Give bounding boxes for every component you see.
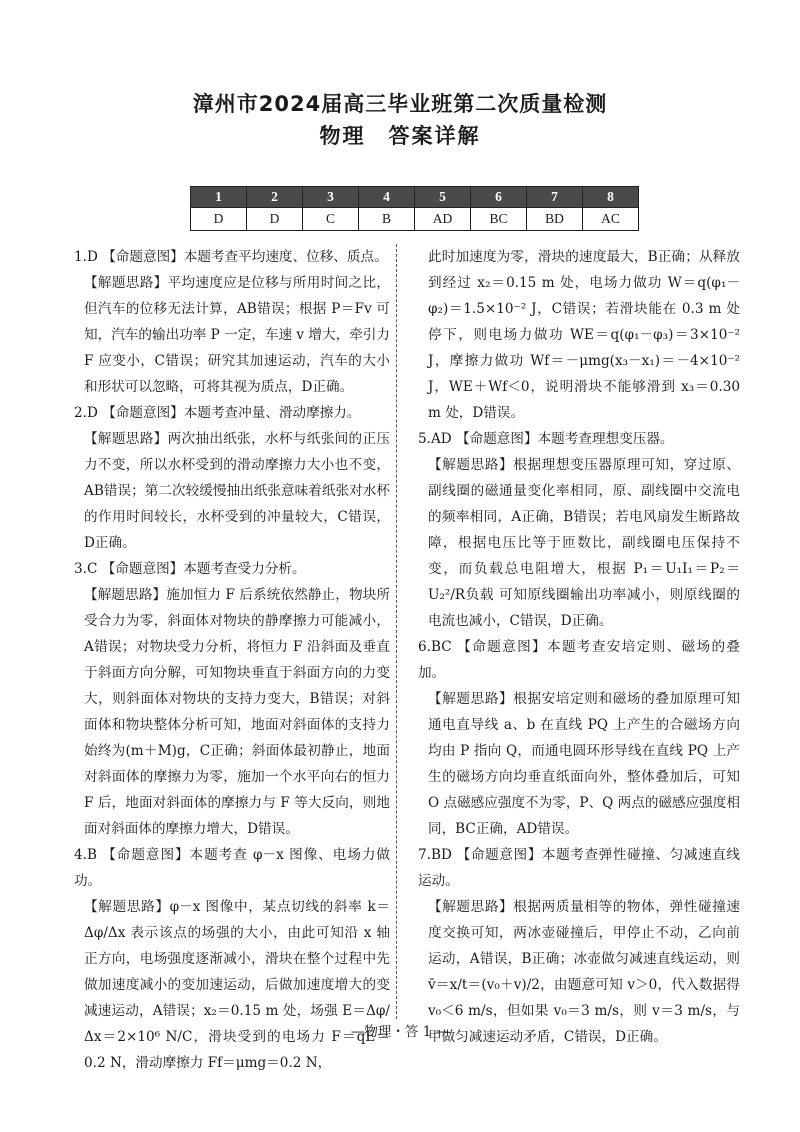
question-number: 1	[191, 187, 247, 208]
question-number: 5	[415, 187, 471, 208]
question-number: 4	[359, 187, 415, 208]
solution-paragraph: 【解题思路】两次抽出纸张，水杯与纸张间的正压力不变，所以水杯受到的滑动摩擦力大小也不变，AB错误；第二次较缓慢抽出纸张意味着纸张对水杯的作用时间较长，水杯受到的冲量较大，C错误，D正确。	[84, 431, 390, 551]
answer-table-header-row	[191, 187, 639, 208]
answer-cell: BD	[527, 208, 583, 231]
question-heading: 6.BC 【命题意图】本题考查安培定则、磁场的叠加。	[418, 639, 740, 681]
answer-cell: AC	[583, 208, 639, 231]
page-footer: —物理・答 1 —	[350, 1024, 450, 1040]
question-heading: 5.AD 【命题意图】本题考查理想变压器。	[418, 431, 674, 447]
page-subtitle: 物理 答案详解	[319, 124, 481, 148]
question-heading: 3.C 【命题意图】本题考查受力分析。	[74, 561, 306, 577]
answer-cell: AD	[415, 208, 471, 231]
answer-cell: BC	[471, 208, 527, 231]
solution-paragraph: 【解题思路】φ－x 图像中，某点切线的斜率 k＝Δφ/Δx 表示该点的场强的大小，由此可知沿 x 轴正方向，电场强度逐渐减小，滑块在整个过程中先做加速度减小的变加速运动，后做加速度增大的变减速运动，A错误；x₂＝0.15 m 处，场强 E＝Δφ/Δx＝2×10⁶ N/C，滑块受到的电场力 F＝qE＝0.2 N，滑动摩擦力 Ff＝μmg＝0.2 N，	[84, 899, 390, 1071]
answer-cell: C	[303, 208, 359, 231]
solution-paragraph: 【解题思路】根据安培定则和磁场的叠加原理可知通电直导线 a、b 在直线 PQ 上产生的合磁场方向均由 P 指向 Q，而通电圆环形导线在直线 PQ 上产生的磁场方向均垂直纸面向外，整体叠加后，可知 O 点磁感应强度不为零，P、Q 两点的磁感应强度相同，BC正确，AD错误。	[428, 691, 740, 837]
answer-cell: D	[191, 208, 247, 231]
answer-table-answer-row	[191, 208, 639, 231]
solution-paragraph: 【解题思路】施加恒力 F 后系统依然静止，物块所受合力为零，斜面体对物块的静摩擦力可能减小，A错误；对物块受力分析，将恒力 F 沿斜面及垂直于斜面方向分解，可知物块垂直于斜面方向的力变大，则斜面体对物块的支持力变大，B错误；对斜面体和物块整体分析可知，地面对斜面体的支持力始终为(m＋M)g，C正确；斜面体最初静止，地面对斜面体的摩擦力为零，施加一个水平向右的恒力 F 后，地面对斜面体的摩擦力与 F 等大反向，则地面对斜面体的摩擦力增大，D错误。	[84, 587, 390, 837]
question-number: 6	[471, 187, 527, 208]
question-heading: 4.B 【命题意图】本题考查 φ－x 图像、电场力做功。	[74, 847, 390, 889]
page-title: 漳州市2024届高三毕业班第二次质量检测	[192, 92, 608, 116]
question-heading: 1.D 【命题意图】本题考查平均速度、位移、质点。	[74, 249, 388, 265]
right-column	[418, 244, 740, 1050]
question-heading: 2.D 【命题意图】本题考查冲量、滑动摩擦力。	[74, 405, 361, 421]
question-number: 8	[583, 187, 639, 208]
answer-cell: D	[247, 208, 303, 231]
left-column	[74, 244, 390, 1076]
solution-paragraph: 此时加速度为零，滑块的速度最大，B正确；从释放到经过 x₂＝0.15 m 处，电场力做功 W＝q(φ₁－φ₂)＝1.5×10⁻² J，C错误；若滑块能在 0.3 m 处停下，则电场力做功 WE＝q(φ₁－φ₃)＝3×10⁻² J，摩擦力做功 Wf＝－μmg(x₃－x₁)＝－4×10⁻² J，WE＋Wf＜0，说明滑块不能够滑到 x₃＝0.30 m 处，D错误。	[428, 249, 740, 421]
question-number: 7	[527, 187, 583, 208]
question-number: 3	[303, 187, 359, 208]
answer-table	[190, 186, 639, 231]
solution-paragraph: 【解题思路】根据理想变压器原理可知，穿过原、副线圈的磁通量变化率相同，原、副线圈中交流电的频率相同，A正确，B错误；若电风扇发生断路故障，根据电压比等于匝数比，副线圈电压保持不变，而负载总电阻增大，根据 P₁＝U₁I₁＝P₂＝U₂²/R负载 可知原线圈输出功率减小，则原线圈的电流也减小，C错误，D正确。	[428, 457, 740, 629]
solution-paragraph: 【解题思路】根据两质量相等的物体，弹性碰撞速度交换可知，两冰壶碰撞后，甲停止不动，乙向前运动，A错误，B正确；冰壶做匀减速直线运动，则 v̄＝x/t＝(v₀＋v)/2，由题意可知 v＞0，代入数据得 v₀＜6 m/s，但如果 v₀＝3 m/s，则 v＝3 m/s，与甲做匀减速运动矛盾，C错误，D正确。	[428, 899, 740, 1045]
question-number: 2	[247, 187, 303, 208]
answer-cell: B	[359, 208, 415, 231]
column-divider	[396, 244, 397, 1019]
question-heading: 7.BD 【命题意图】本题考查弹性碰撞、匀减速直线运动。	[418, 847, 740, 889]
solution-paragraph: 【解题思路】平均速度应是位移与所用时间之比，但汽车的位移无法计算，AB错误；根据 P＝Fv 可知，汽车的输出功率 P 一定，车速 v 增大，牵引力 F 应变小，C错误；研究其加速运动，汽车的大小和形状可以忽略，可将其视为质点，D正确。	[84, 275, 390, 395]
